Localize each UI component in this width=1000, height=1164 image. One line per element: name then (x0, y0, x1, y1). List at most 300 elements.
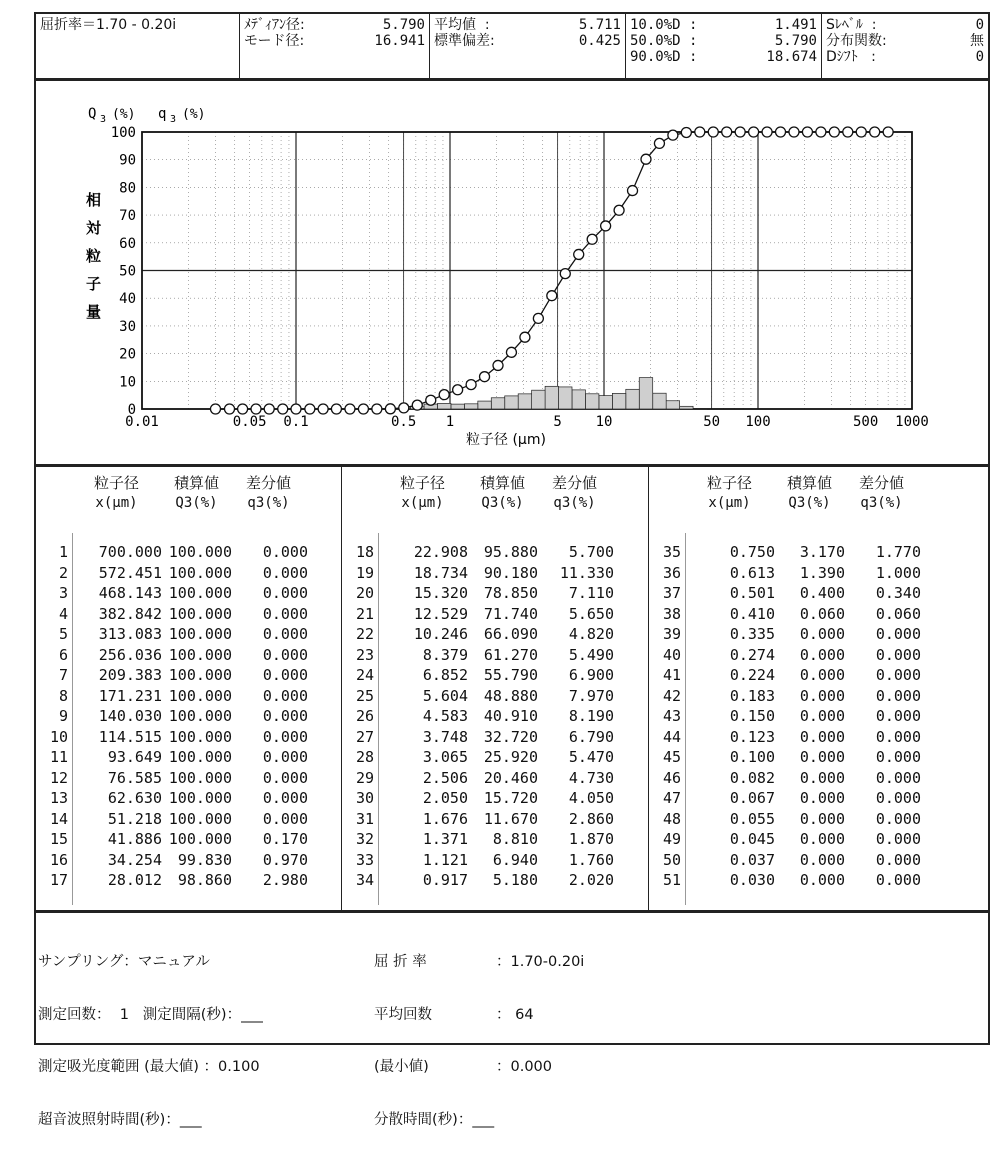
differential-q3: 7.110 (538, 584, 614, 602)
particle-size: 256.036 (76, 646, 162, 664)
cumulative-Q3: 5.180 (468, 871, 538, 889)
Q3-point (762, 127, 772, 137)
particle-size: 2.506 (382, 769, 468, 787)
cumulative-Q3: 90.180 (468, 564, 538, 582)
particle-size: 382.842 (76, 605, 162, 623)
table-column-group (36, 473, 336, 517)
cumulative-Q3: 6.940 (468, 851, 538, 869)
particle-size: 140.030 (76, 707, 162, 725)
slevel-value: 0 (976, 17, 984, 33)
cumulative-Q3: 66.090 (468, 625, 538, 643)
absorbance-range: 測定吸光度範囲 (最大値) ：0.100 (38, 1059, 263, 1077)
cumulative-Q3: 11.670 (468, 810, 538, 828)
y-tick-label: 100 (111, 125, 136, 141)
Q3-point (291, 404, 301, 414)
cumulative-Q3: 99.830 (162, 851, 232, 869)
Q3-point (695, 127, 705, 137)
Q3-point (883, 127, 893, 137)
particle-size: 0.037 (689, 851, 775, 869)
cumulative-Q3: 0.000 (775, 748, 845, 766)
q3-bar (478, 401, 491, 409)
y-tick-label: 20 (119, 347, 136, 363)
row-index: 7 (36, 666, 68, 684)
cumulative-Q3: 48.880 (468, 687, 538, 705)
x-tick-labels (125, 414, 929, 430)
table-header (36, 473, 336, 517)
row-index: 13 (36, 789, 68, 807)
particle-size: 0.055 (689, 810, 775, 828)
particle-size: 0.335 (689, 625, 775, 643)
differential-q3: 0.000 (845, 707, 921, 725)
cumulative-header (787, 473, 832, 513)
y-axis-label-char: 粒 (86, 247, 101, 265)
differential-q3: 0.340 (845, 584, 921, 602)
cumulative-header-label: 積算値 (787, 473, 832, 493)
particle-size: 15.320 (382, 584, 468, 602)
size-header-label: 粒子径 (707, 473, 752, 493)
differential-q3: 5.490 (538, 646, 614, 664)
particle-size: 1.121 (382, 851, 468, 869)
size-header-label: 粒子径 (400, 473, 445, 493)
table-column-group (649, 473, 949, 517)
Q3-point (533, 313, 543, 323)
differential-q3: 0.170 (232, 830, 308, 848)
index-divider (685, 533, 686, 905)
q3-bar (518, 394, 531, 409)
size-header (94, 473, 139, 513)
cumulative-Q3: 40.910 (468, 707, 538, 725)
differential-q3: 1.760 (538, 851, 614, 869)
Q3-point (722, 127, 732, 137)
cumulative-Q3: 61.270 (468, 646, 538, 664)
cumulative-Q3: 71.740 (468, 605, 538, 623)
q3-bar (599, 396, 612, 409)
row-index: 40 (649, 646, 681, 664)
particle-size: 76.585 (76, 769, 162, 787)
particle-size: 313.083 (76, 625, 162, 643)
row-index: 31 (342, 810, 374, 828)
Q3-point (358, 404, 368, 414)
x-tick-label: 0.05 (233, 414, 267, 430)
particle-size: 28.012 (76, 871, 162, 889)
Q3-point (439, 390, 449, 400)
row-index: 14 (36, 810, 68, 828)
particle-size: 468.143 (76, 584, 162, 602)
particle-size: 3.748 (382, 728, 468, 746)
y-axis-label-char: 対 (86, 219, 102, 237)
cumulative-Q3: 100.000 (162, 830, 232, 848)
cumulative-Q3: 0.000 (775, 871, 845, 889)
x-tick-label: 10 (596, 414, 613, 430)
footer-right (374, 919, 584, 1164)
differential-q3: 8.190 (538, 707, 614, 725)
Q3-point (264, 404, 274, 414)
row-index: 9 (36, 707, 68, 725)
row-index: 43 (649, 707, 681, 725)
min-value: ：0.000 (496, 1059, 552, 1075)
differential-q3: 0.000 (845, 830, 921, 848)
Q3-point (587, 234, 597, 244)
row-index: 46 (649, 769, 681, 787)
size-header-unit: x(μm) (707, 493, 752, 513)
particle-size: 0.045 (689, 830, 775, 848)
row-index: 42 (649, 687, 681, 705)
particle-size: 0.123 (689, 728, 775, 746)
row-index: 47 (649, 789, 681, 807)
row-index: 32 (342, 830, 374, 848)
row-index: 22 (342, 625, 374, 643)
q3-bar (532, 390, 545, 409)
y-axis-label-char: 量 (86, 303, 101, 321)
cumulative-Q3: 100.000 (162, 707, 232, 725)
row-index: 18 (342, 543, 374, 561)
legend-Q-letter: Q (88, 106, 96, 122)
row-index: 30 (342, 789, 374, 807)
particle-size: 22.908 (382, 543, 468, 561)
row-index: 28 (342, 748, 374, 766)
particle-size: 0.067 (689, 789, 775, 807)
cumulative-Q3: 0.000 (775, 810, 845, 828)
particle-size: 8.379 (382, 646, 468, 664)
y-axis-label-char: 子 (86, 275, 101, 293)
y-tick-label: 10 (119, 374, 136, 390)
Q3-point (426, 395, 436, 405)
sampling: サンプリング：マニュアル (38, 954, 263, 972)
cumulative-Q3: 20.460 (468, 769, 538, 787)
differential-q3: 1.770 (845, 543, 921, 561)
q3-bar (639, 378, 652, 409)
d50-value: 5.790 (775, 33, 817, 49)
median-label: ﾒﾃﾞｨｱﾝ径: (244, 17, 305, 33)
cumulative-header (174, 473, 219, 513)
differential-q3: 0.000 (232, 728, 308, 746)
cumulative-header-label: 積算値 (174, 473, 219, 493)
mean-std-cell (430, 14, 626, 78)
dist-label: 分布関数: (826, 33, 887, 49)
legend-q-letter: q (158, 106, 166, 122)
differential-q3: 4.050 (538, 789, 614, 807)
row-index: 29 (342, 769, 374, 787)
settings-cell (822, 14, 988, 78)
differential-q3: 0.000 (232, 646, 308, 664)
differential-q3: 0.000 (232, 748, 308, 766)
particle-size: 0.750 (689, 543, 775, 561)
q3-bar (612, 393, 625, 409)
cumulative-Q3: 0.000 (775, 666, 845, 684)
Q3-point (749, 127, 759, 137)
differential-q3: 6.790 (538, 728, 614, 746)
differential-q3: 0.000 (845, 851, 921, 869)
differential-q3: 0.000 (845, 666, 921, 684)
mean-label: 平均値 : (434, 17, 490, 33)
differential-q3: 1.870 (538, 830, 614, 848)
particle-size: 5.604 (382, 687, 468, 705)
dispersion-time: 分散時間(秒)：___ (374, 1112, 584, 1130)
dshift-label: Dｼﾌﾄ : (826, 49, 876, 65)
particle-size: 0.030 (689, 871, 775, 889)
chart-grid (142, 132, 912, 409)
Q3-point (399, 403, 409, 413)
differential-q3: 0.000 (232, 564, 308, 582)
x-tick-label: 50 (703, 414, 720, 430)
median-value: 5.790 (383, 17, 425, 33)
cumulative-Q3: 25.920 (468, 748, 538, 766)
particle-size: 0.150 (689, 707, 775, 725)
differential-q3: 0.000 (232, 687, 308, 705)
differential-q3: 5.700 (538, 543, 614, 561)
row-index: 34 (342, 871, 374, 889)
row-index: 48 (649, 810, 681, 828)
cumulative-Q3: 1.390 (775, 564, 845, 582)
particle-size: 114.515 (76, 728, 162, 746)
y-tick-label: 80 (119, 180, 136, 196)
std-value: 0.425 (579, 33, 621, 49)
Q3-point (574, 249, 584, 259)
refractive-value: ：1.70-0.20i (496, 954, 584, 970)
size-header (400, 473, 445, 513)
d90-label: 90.0%D : (630, 49, 697, 65)
Q3-point (506, 347, 516, 357)
row-index: 6 (36, 646, 68, 664)
row-index: 24 (342, 666, 374, 684)
Q3-point (829, 127, 839, 137)
differential-q3: 2.860 (538, 810, 614, 828)
differential-header-label: 差分値 (552, 473, 597, 493)
Q3-point (520, 332, 530, 342)
cumulative-Q3: 98.860 (162, 871, 232, 889)
q3-bar (585, 394, 598, 409)
index-divider (72, 533, 73, 905)
Q3-point (480, 372, 490, 382)
row-index: 25 (342, 687, 374, 705)
row-index: 45 (649, 748, 681, 766)
Q3-point (776, 127, 786, 137)
row-index: 3 (36, 584, 68, 602)
q3-bar (653, 393, 666, 409)
cumulative-Q3: 0.000 (775, 789, 845, 807)
cumulative-Q3: 100.000 (162, 687, 232, 705)
particle-size: 171.231 (76, 687, 162, 705)
particle-size: 2.050 (382, 789, 468, 807)
Q3-point (843, 127, 853, 137)
cumulative-Q3: 0.000 (775, 707, 845, 725)
Q3-point (412, 400, 422, 410)
refractive-label: 屈 折 率 (374, 954, 496, 972)
particle-size: 0.501 (689, 584, 775, 602)
median-mode-cell (240, 14, 430, 78)
cumulative-Q3: 100.000 (162, 605, 232, 623)
cumulative-Q3: 0.060 (775, 605, 845, 623)
summary-header (34, 12, 990, 80)
Q3-point (789, 127, 799, 137)
particle-size: 572.451 (76, 564, 162, 582)
cumulative-Q3: 8.810 (468, 830, 538, 848)
cumulative-header-unit: Q3(%) (174, 493, 219, 513)
legend-q-unit: (%) (182, 107, 205, 122)
size-header (707, 473, 752, 513)
cumulative-Q3: 0.000 (775, 830, 845, 848)
Q3-point (210, 404, 220, 414)
differential-header-unit: q3(%) (859, 493, 904, 513)
Q3-point (816, 127, 826, 137)
cumulative-Q3: 3.170 (775, 543, 845, 561)
row-index: 20 (342, 584, 374, 602)
row-index: 11 (36, 748, 68, 766)
mode-value: 16.941 (374, 33, 425, 49)
q3-bar (572, 390, 585, 409)
particle-size: 4.583 (382, 707, 468, 725)
differential-header (552, 473, 597, 513)
mode-label: モード径: (244, 33, 304, 49)
ultrasonic-time: 超音波照射時間(秒)：___ (38, 1112, 263, 1130)
differential-q3: 7.970 (538, 687, 614, 705)
particle-size: 3.065 (382, 748, 468, 766)
particle-size: 62.630 (76, 789, 162, 807)
differential-header-unit: q3(%) (246, 493, 291, 513)
d10-label: 10.0%D : (630, 17, 697, 33)
x-tick-label: 0.1 (283, 414, 308, 430)
table-header (649, 473, 949, 517)
table-column-group (342, 473, 642, 517)
Q3-point (318, 404, 328, 414)
cumulative-Q3: 0.000 (775, 769, 845, 787)
Q3-point (466, 380, 476, 390)
y-tick-label: 30 (119, 319, 136, 335)
Q3-point (385, 404, 395, 414)
d90-value: 18.674 (766, 49, 817, 65)
dist-value: 無 (970, 33, 984, 49)
Q3-point (802, 127, 812, 137)
differential-q3: 0.000 (232, 543, 308, 561)
differential-q3: 0.000 (232, 625, 308, 643)
particle-size: 6.852 (382, 666, 468, 684)
d10-value: 1.491 (775, 17, 817, 33)
percentile-cell (626, 14, 822, 78)
cumulative-Q3: 100.000 (162, 748, 232, 766)
row-index: 15 (36, 830, 68, 848)
d50-label: 50.0%D : (630, 33, 697, 49)
row-index: 1 (36, 543, 68, 561)
row-index: 19 (342, 564, 374, 582)
x-tick-label: 100 (745, 414, 770, 430)
y-tick-label: 70 (119, 208, 136, 224)
row-index: 26 (342, 707, 374, 725)
particle-size: 51.218 (76, 810, 162, 828)
Q3-point (453, 385, 463, 395)
Q3-point (493, 360, 503, 370)
Q3-point (735, 127, 745, 137)
legend-Q-sub: 3 (100, 114, 106, 125)
q3-bar (545, 386, 558, 409)
row-index: 51 (649, 871, 681, 889)
min-value-label: (最小値) (374, 1059, 496, 1077)
row-index: 17 (36, 871, 68, 889)
x-tick-label: 5 (553, 414, 561, 430)
Q3-point (641, 154, 651, 164)
x-tick-label: 500 (853, 414, 878, 430)
cumulative-Q3: 100.000 (162, 646, 232, 664)
differential-q3: 0.000 (232, 707, 308, 725)
q3-bar (437, 403, 450, 409)
cumulative-Q3: 0.000 (775, 687, 845, 705)
differential-q3: 5.650 (538, 605, 614, 623)
cumulative-Q3: 100.000 (162, 769, 232, 787)
row-index: 37 (649, 584, 681, 602)
particle-size: 209.383 (76, 666, 162, 684)
row-index: 44 (649, 728, 681, 746)
cumulative-Q3: 0.400 (775, 584, 845, 602)
x-tick-label: 0.01 (125, 414, 159, 430)
Q3-point (372, 404, 382, 414)
particle-size: 0.274 (689, 646, 775, 664)
differential-q3: 0.000 (232, 605, 308, 623)
differential-header (859, 473, 904, 513)
differential-q3: 0.000 (232, 810, 308, 828)
row-index: 12 (36, 769, 68, 787)
differential-q3: 0.000 (845, 769, 921, 787)
differential-q3: 4.730 (538, 769, 614, 787)
Q3-point (708, 127, 718, 137)
differential-q3: 0.000 (232, 584, 308, 602)
index-divider (378, 533, 379, 905)
measurement-settings (34, 912, 990, 1045)
Q3-point (856, 127, 866, 137)
row-index: 27 (342, 728, 374, 746)
x-tick-label: 0.5 (391, 414, 416, 430)
particle-size: 12.529 (382, 605, 468, 623)
differential-q3: 0.000 (845, 728, 921, 746)
row-index: 2 (36, 564, 68, 582)
row-index: 36 (649, 564, 681, 582)
differential-header-label: 差分値 (246, 473, 291, 493)
Q3-point (668, 130, 678, 140)
particle-size: 0.224 (689, 666, 775, 684)
cumulative-header-unit: Q3(%) (480, 493, 525, 513)
particle-size: 34.254 (76, 851, 162, 869)
q3-bar (559, 387, 572, 409)
differential-q3: 0.000 (845, 810, 921, 828)
data-table-panel (34, 466, 990, 912)
Q3-point (681, 127, 691, 137)
Q3-point (331, 404, 341, 414)
differential-q3: 11.330 (538, 564, 614, 582)
q3-bar (505, 396, 518, 409)
cumulative-Q3: 100.000 (162, 810, 232, 828)
legend-Q-unit: (%) (112, 107, 135, 122)
differential-q3: 1.000 (845, 564, 921, 582)
differential-q3: 0.000 (845, 748, 921, 766)
y-tick-label: 50 (119, 264, 136, 280)
differential-q3: 2.020 (538, 871, 614, 889)
y-tick-label: 60 (119, 236, 136, 252)
dshift-value: 0 (976, 49, 984, 65)
cumulative-Q3: 32.720 (468, 728, 538, 746)
row-index: 39 (649, 625, 681, 643)
x-tick-label: 1000 (895, 414, 929, 430)
cumulative-Q3: 100.000 (162, 543, 232, 561)
Q3-point (601, 221, 611, 231)
Q3-point (560, 269, 570, 279)
differential-q3: 4.820 (538, 625, 614, 643)
differential-q3: 0.000 (845, 687, 921, 705)
cumulative-Q3: 100.000 (162, 625, 232, 643)
Q3-point (305, 404, 315, 414)
q3-bar (666, 401, 679, 409)
chart-panel (34, 80, 990, 466)
Q3-point (251, 404, 261, 414)
cumulative-Q3: 0.000 (775, 646, 845, 664)
row-index: 49 (649, 830, 681, 848)
